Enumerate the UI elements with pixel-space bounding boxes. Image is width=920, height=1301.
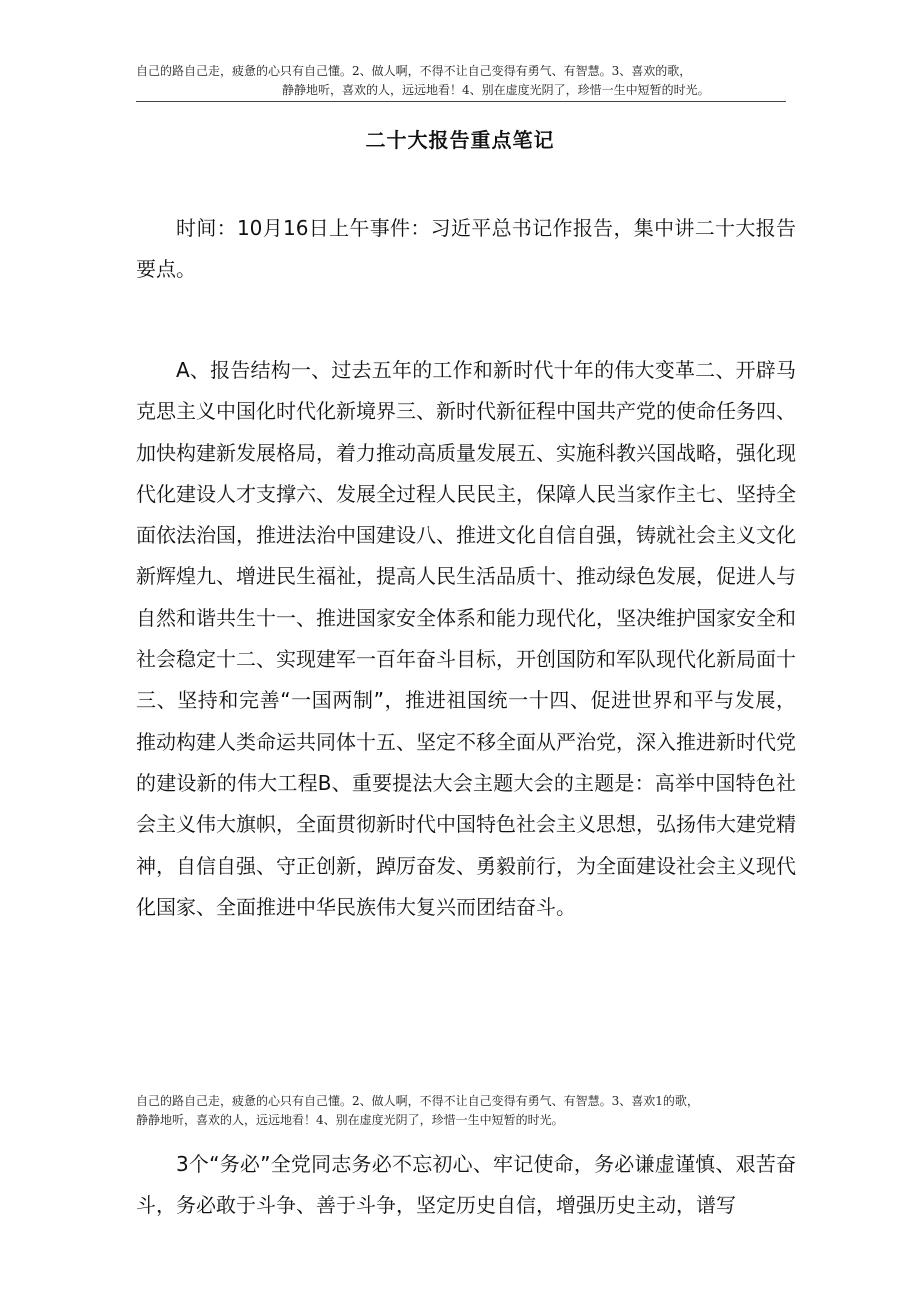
footer-line-2: 静静地听，喜欢的人，远远地看！4、别在虚度光阴了，珍惜一生中短暂的时光。 xyxy=(136,1113,564,1127)
time-paragraph: 时间：10月16日上午事件：习近平总书记作报告，集中讲二十大报告要点。 xyxy=(136,216,796,281)
three-musts-paragraph: 3个“务必”全党同志务必不忘初心、牢记使命，务必谦虚谨慎、艰苦奋斗，务必敢于斗争、善于斗争，坚定历史自信，增强历史主动，谱写 xyxy=(136,1152,796,1217)
page-header xyxy=(136,62,788,100)
footer-line-1: 自己的路自己走，疲惫的心只有自己懂。2、做人啊，不得不让自己变得有勇气、有智慧。3、喜欢1的歌， xyxy=(136,1094,699,1108)
report-structure-paragraph: A、报告结构一、过去五年的工作和新时代十年的伟大变革二、开辟马克思主义中国化时代化新境界三、新时代新征程中国共产党的使命任务四、加快构建新发展格局，着力推动高质量发展五、实施科教兴国战略，强化现代化建设人才支撑六、发展全过程人民民主，保障人民当家作主七、坚持全面依法治国，推进法治中国建设八、推进文化自信自强，铸就社会主义文化新辉煌九、增进民生福祉，提高人民生活品质十、推动绿色发展，促进人与自然和谐共生十一、推进国家安全体系和能力现代化，坚决维护国家安全和社会稳定十二、实现建军一百年奋斗目标，开创国防和军队现代化新局面十三、坚持和完善“一国两制”，推进祖国统一十四、促进世界和平与发展，推动构建人类命运共同体十五、坚定不移全面从严治党，深入推进新时代党的建设新的伟大工程B、重要提法大会主题大会的主题是：高举中国特色社会主义伟大旗帜，全面贯彻新时代中国特色社会主义思想，弘扬伟大建党精神，自信自强、守正创新，踔厉奋发、勇毅前行，为全面建设社会主义现代化国家、全面推进中华民族伟大复兴而团结奋斗。 xyxy=(136,358,796,919)
header-line-2: 静静地听，喜欢的人，远远地看！4、别在虚度光阴了，珍惜一生中短暂的时光。 xyxy=(282,83,710,97)
header-line-1: 自己的路自己走，疲惫的心只有自己懂。2、做人啊，不得不让自己变得有勇气、有智慧。3、喜欢的歌， xyxy=(136,64,692,78)
page-footer xyxy=(136,1092,796,1130)
header-divider xyxy=(136,101,786,102)
document-title: 二十大报告重点笔记 xyxy=(365,128,555,152)
